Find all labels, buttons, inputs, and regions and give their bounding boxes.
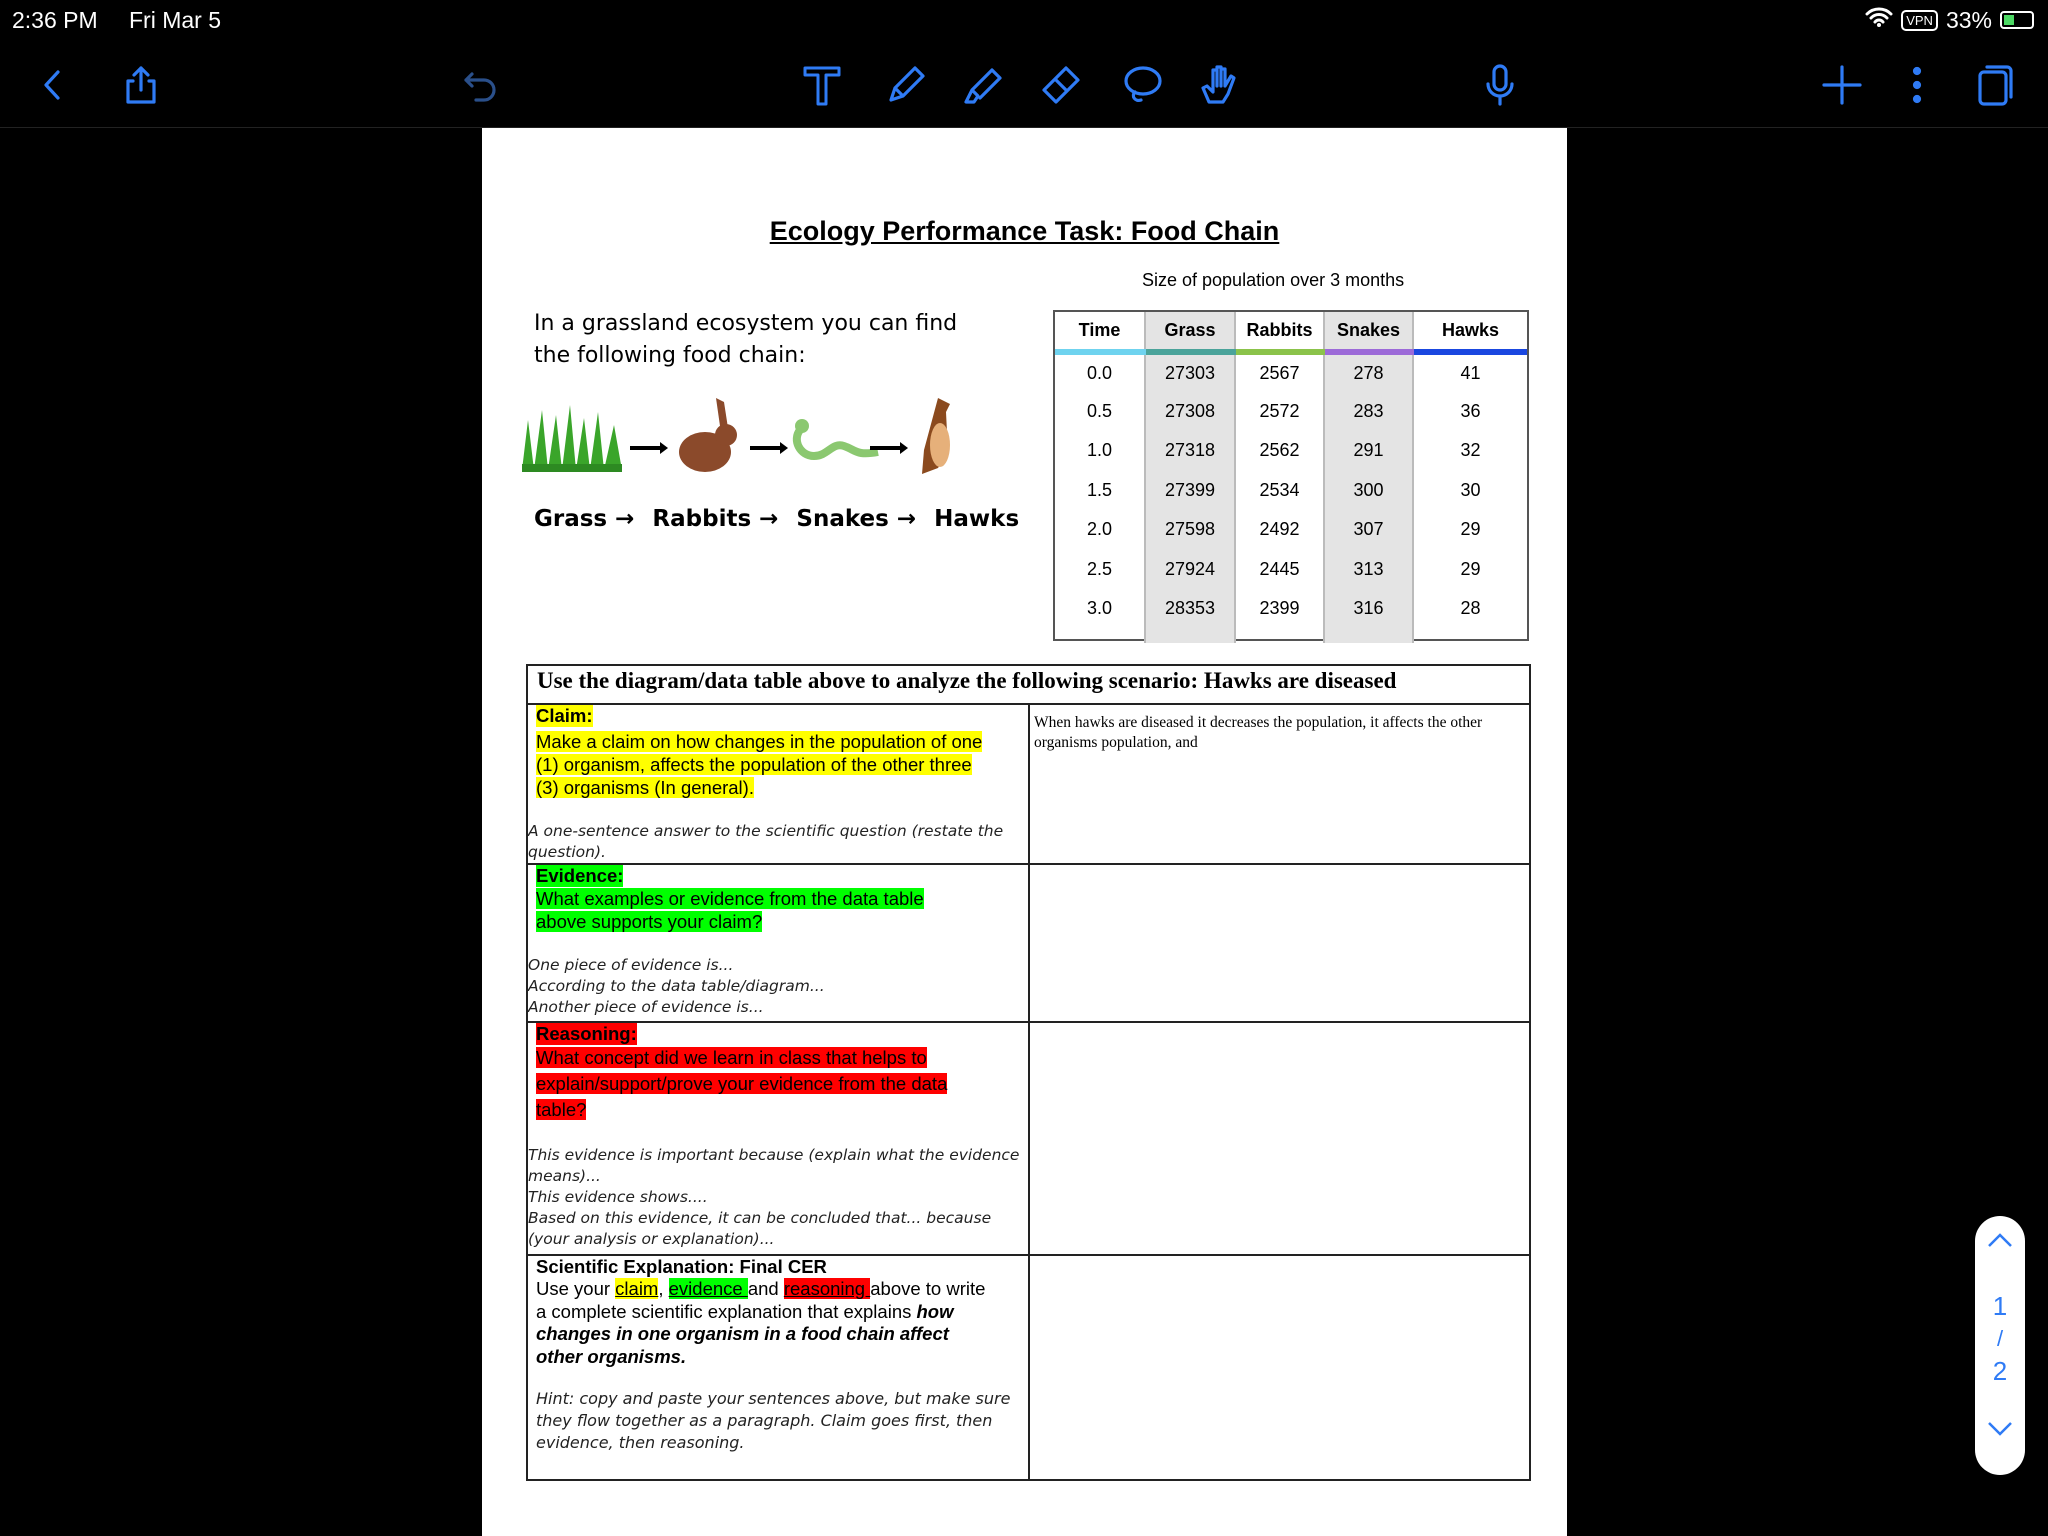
snake-icon xyxy=(795,419,878,456)
intro-text: In a grassland ecosystem you can find the following food chain: xyxy=(534,311,958,368)
claim-answer-cell[interactable]: When hawks are diseased it decreases the population, it affects the other organisms population, and xyxy=(1029,704,1530,864)
microphone-button[interactable] xyxy=(1477,62,1523,108)
chain-label-hawks: Hawks xyxy=(934,506,1020,532)
chain-label-rabbits: Rabbits → xyxy=(652,506,779,532)
table-row xyxy=(1055,471,1527,511)
pages-icon xyxy=(1972,62,2018,108)
final-cer-instructions: Use your claim, evidence and reasoning above to write a complete scientific explanation that explains how changes in one organism in a food chain affect other organisms. xyxy=(536,1278,986,1367)
page-navigator xyxy=(1975,1216,2025,1475)
hand-icon xyxy=(1195,62,1241,108)
highlighter-tool-button[interactable] xyxy=(960,62,1006,108)
status-date: Fri Mar 5 xyxy=(129,7,221,33)
cell-grass: 27308 xyxy=(1145,392,1235,432)
highlighter-icon xyxy=(960,62,1006,108)
page-down-button[interactable] xyxy=(1975,1415,2025,1446)
claim-word: claim xyxy=(615,1278,659,1299)
cell-rabbits: 2445 xyxy=(1235,550,1324,590)
pen-icon xyxy=(883,62,929,108)
cell-rabbits: 2399 xyxy=(1235,589,1324,629)
add-button[interactable] xyxy=(1819,62,1865,108)
cell-snakes: 313 xyxy=(1324,550,1413,590)
undo-icon xyxy=(458,62,504,108)
table-caption: Size of population over 3 months xyxy=(1142,270,1405,290)
share-button[interactable] xyxy=(118,62,164,108)
more-icon xyxy=(1894,62,1940,108)
cell-snakes: 300 xyxy=(1324,471,1413,511)
reasoning-prompt-cell xyxy=(527,1022,1029,1255)
chain-label-snakes: Snakes → xyxy=(796,506,917,532)
cell-time: 2.0 xyxy=(1086,519,1113,540)
cell-rabbits: 2534 xyxy=(1235,471,1324,511)
pen-tool-button[interactable] xyxy=(883,62,929,108)
final-cer-hint: Hint: copy and paste your sentences above, but make sure they flow together as a paragraph. Claim goes first, then evidence, then reasoning. xyxy=(536,1389,1011,1452)
text-tool-button[interactable] xyxy=(799,62,845,108)
rabbit-icon xyxy=(679,398,737,472)
table-row xyxy=(1055,431,1527,471)
undo-button[interactable] xyxy=(458,62,504,108)
arrow-icon xyxy=(750,442,788,454)
vpn-badge: VPN xyxy=(1901,10,1938,31)
cell-rabbits: 2572 xyxy=(1235,392,1324,432)
cell-time: 3.0 xyxy=(1086,598,1113,619)
food-chain-image xyxy=(518,390,968,480)
chevron-up-icon xyxy=(1985,1230,2015,1250)
cell-time: 2.5 xyxy=(1086,558,1113,579)
back-button[interactable] xyxy=(30,62,76,108)
arrow-icon xyxy=(630,442,668,454)
hand-tool-button[interactable] xyxy=(1195,62,1241,108)
share-icon xyxy=(118,62,164,108)
cell-grass: 27598 xyxy=(1145,510,1235,550)
cell-snakes: 283 xyxy=(1324,392,1413,432)
claim-prompt-cell xyxy=(527,704,1029,864)
population-table xyxy=(1053,310,1529,641)
cer-header: Use the diagram/data table above to analyze the following scenario: Hawks are diseased xyxy=(527,665,1530,704)
reasoning-answer-cell[interactable] xyxy=(1029,1022,1530,1255)
eraser-icon xyxy=(1038,62,1084,108)
cell-rabbits: 2567 xyxy=(1235,352,1324,392)
text-tool-icon xyxy=(799,62,845,108)
final-cer-emphasis: how changes in one organism in a food chain affect other organisms. xyxy=(536,1300,954,1367)
table-row xyxy=(1055,392,1527,432)
reasoning-hint: This evidence is important because (explain what the evidence means)... xyxy=(528,1146,1020,1185)
reasoning-word: reasoning xyxy=(783,1278,871,1299)
final-cer-answer-cell[interactable] xyxy=(1029,1255,1530,1480)
evidence-word: evidence xyxy=(668,1278,748,1299)
claim-hint: A one-sentence answer to the scientific question (restate the question). xyxy=(528,822,1004,861)
cell-hawks: 32 xyxy=(1413,431,1527,471)
claim-label: Claim: xyxy=(536,705,593,726)
chevron-down-icon xyxy=(1985,1419,2015,1439)
page-title: Ecology Performance Task: Food Chain xyxy=(769,216,1280,246)
column-header-snakes: Snakes xyxy=(1324,312,1413,352)
microphone-icon xyxy=(1477,62,1523,108)
status-time: 2:36 PM xyxy=(12,7,98,33)
cell-hawks: 29 xyxy=(1413,510,1527,550)
table-row xyxy=(1055,550,1527,590)
final-cer-label: Scientific Explanation: Final CER xyxy=(536,1256,827,1277)
eraser-tool-button[interactable] xyxy=(1038,62,1084,108)
grass-icon xyxy=(522,405,622,472)
reasoning-hint: Based on this evidence, it can be concluded that... because (your analysis or explanation)... xyxy=(528,1209,992,1248)
cell-rabbits: 2492 xyxy=(1235,510,1324,550)
current-page: 1 xyxy=(1992,1291,2008,1321)
battery-percent: 33% xyxy=(1945,6,1992,33)
lasso-tool-button[interactable] xyxy=(1119,62,1165,108)
table-row xyxy=(1055,589,1527,629)
cell-rabbits: 2562 xyxy=(1235,431,1324,471)
column-header-hawks: Hawks xyxy=(1413,312,1527,352)
pages-button[interactable] xyxy=(1972,62,2018,108)
more-button[interactable] xyxy=(1894,62,1940,108)
cell-hawks: 29 xyxy=(1413,550,1527,590)
document-page[interactable] xyxy=(482,128,1567,1536)
cell-hawks: 36 xyxy=(1413,392,1527,432)
back-icon xyxy=(30,62,76,108)
add-icon xyxy=(1819,62,1865,108)
evidence-prompt-cell xyxy=(527,864,1029,1022)
reasoning-hint: This evidence shows.... xyxy=(528,1188,708,1206)
evidence-hint: One piece of evidence is... xyxy=(528,956,734,974)
reasoning-question: What concept did we learn in class that helps to explain/support/prove your evidence from the data table? xyxy=(536,1047,948,1120)
evidence-hint: Another piece of evidence is... xyxy=(528,998,764,1016)
page-separator: / xyxy=(1996,1326,2004,1351)
battery-icon xyxy=(2000,11,2034,29)
cer-table xyxy=(526,664,1531,1481)
cell-snakes: 278 xyxy=(1324,352,1413,392)
cell-hawks: 30 xyxy=(1413,471,1527,511)
final-cer-prompt-cell xyxy=(527,1255,1029,1480)
wifi-icon xyxy=(1865,6,1893,34)
claim-question: Make a claim on how changes in the population of one (1) organism, affects the population of the other three (3) organisms (In general). xyxy=(536,731,983,798)
cell-time: 0.5 xyxy=(1086,400,1113,421)
reasoning-label: Reasoning: xyxy=(536,1023,637,1044)
page-up-button[interactable] xyxy=(1975,1226,2025,1257)
toolbar xyxy=(0,40,2048,128)
column-header-time: Time xyxy=(1055,312,1145,352)
food-chain-labels xyxy=(534,506,1019,532)
cell-snakes: 307 xyxy=(1324,510,1413,550)
evidence-question: What examples or evidence from the data table above supports your claim? xyxy=(536,888,924,932)
cell-hawks: 28 xyxy=(1413,589,1527,629)
hawk-icon xyxy=(922,398,950,474)
column-header-rabbits: Rabbits xyxy=(1235,312,1324,352)
cell-grass: 27399 xyxy=(1145,471,1235,511)
column-header-grass: Grass xyxy=(1145,312,1235,352)
cell-snakes: 316 xyxy=(1324,589,1413,629)
lasso-icon xyxy=(1119,62,1165,108)
cell-snakes: 291 xyxy=(1324,431,1413,471)
cell-time: 1.5 xyxy=(1086,479,1113,500)
chain-label-grass: Grass → xyxy=(534,506,635,532)
cell-grass: 27318 xyxy=(1145,431,1235,471)
cell-time: 1.0 xyxy=(1086,440,1113,461)
cell-time: 0.0 xyxy=(1086,362,1113,383)
cell-grass: 27303 xyxy=(1145,352,1235,392)
evidence-hint: According to the data table/diagram... xyxy=(528,977,825,995)
evidence-answer-cell[interactable] xyxy=(1029,864,1530,1022)
table-row xyxy=(1055,510,1527,550)
cell-grass: 27924 xyxy=(1145,550,1235,590)
table-row xyxy=(1055,352,1527,392)
cell-hawks: 41 xyxy=(1413,352,1527,392)
total-pages: 2 xyxy=(1992,1356,2008,1386)
evidence-label: Evidence: xyxy=(536,865,624,886)
cell-grass: 28353 xyxy=(1145,589,1235,629)
status-bar xyxy=(0,0,2048,40)
